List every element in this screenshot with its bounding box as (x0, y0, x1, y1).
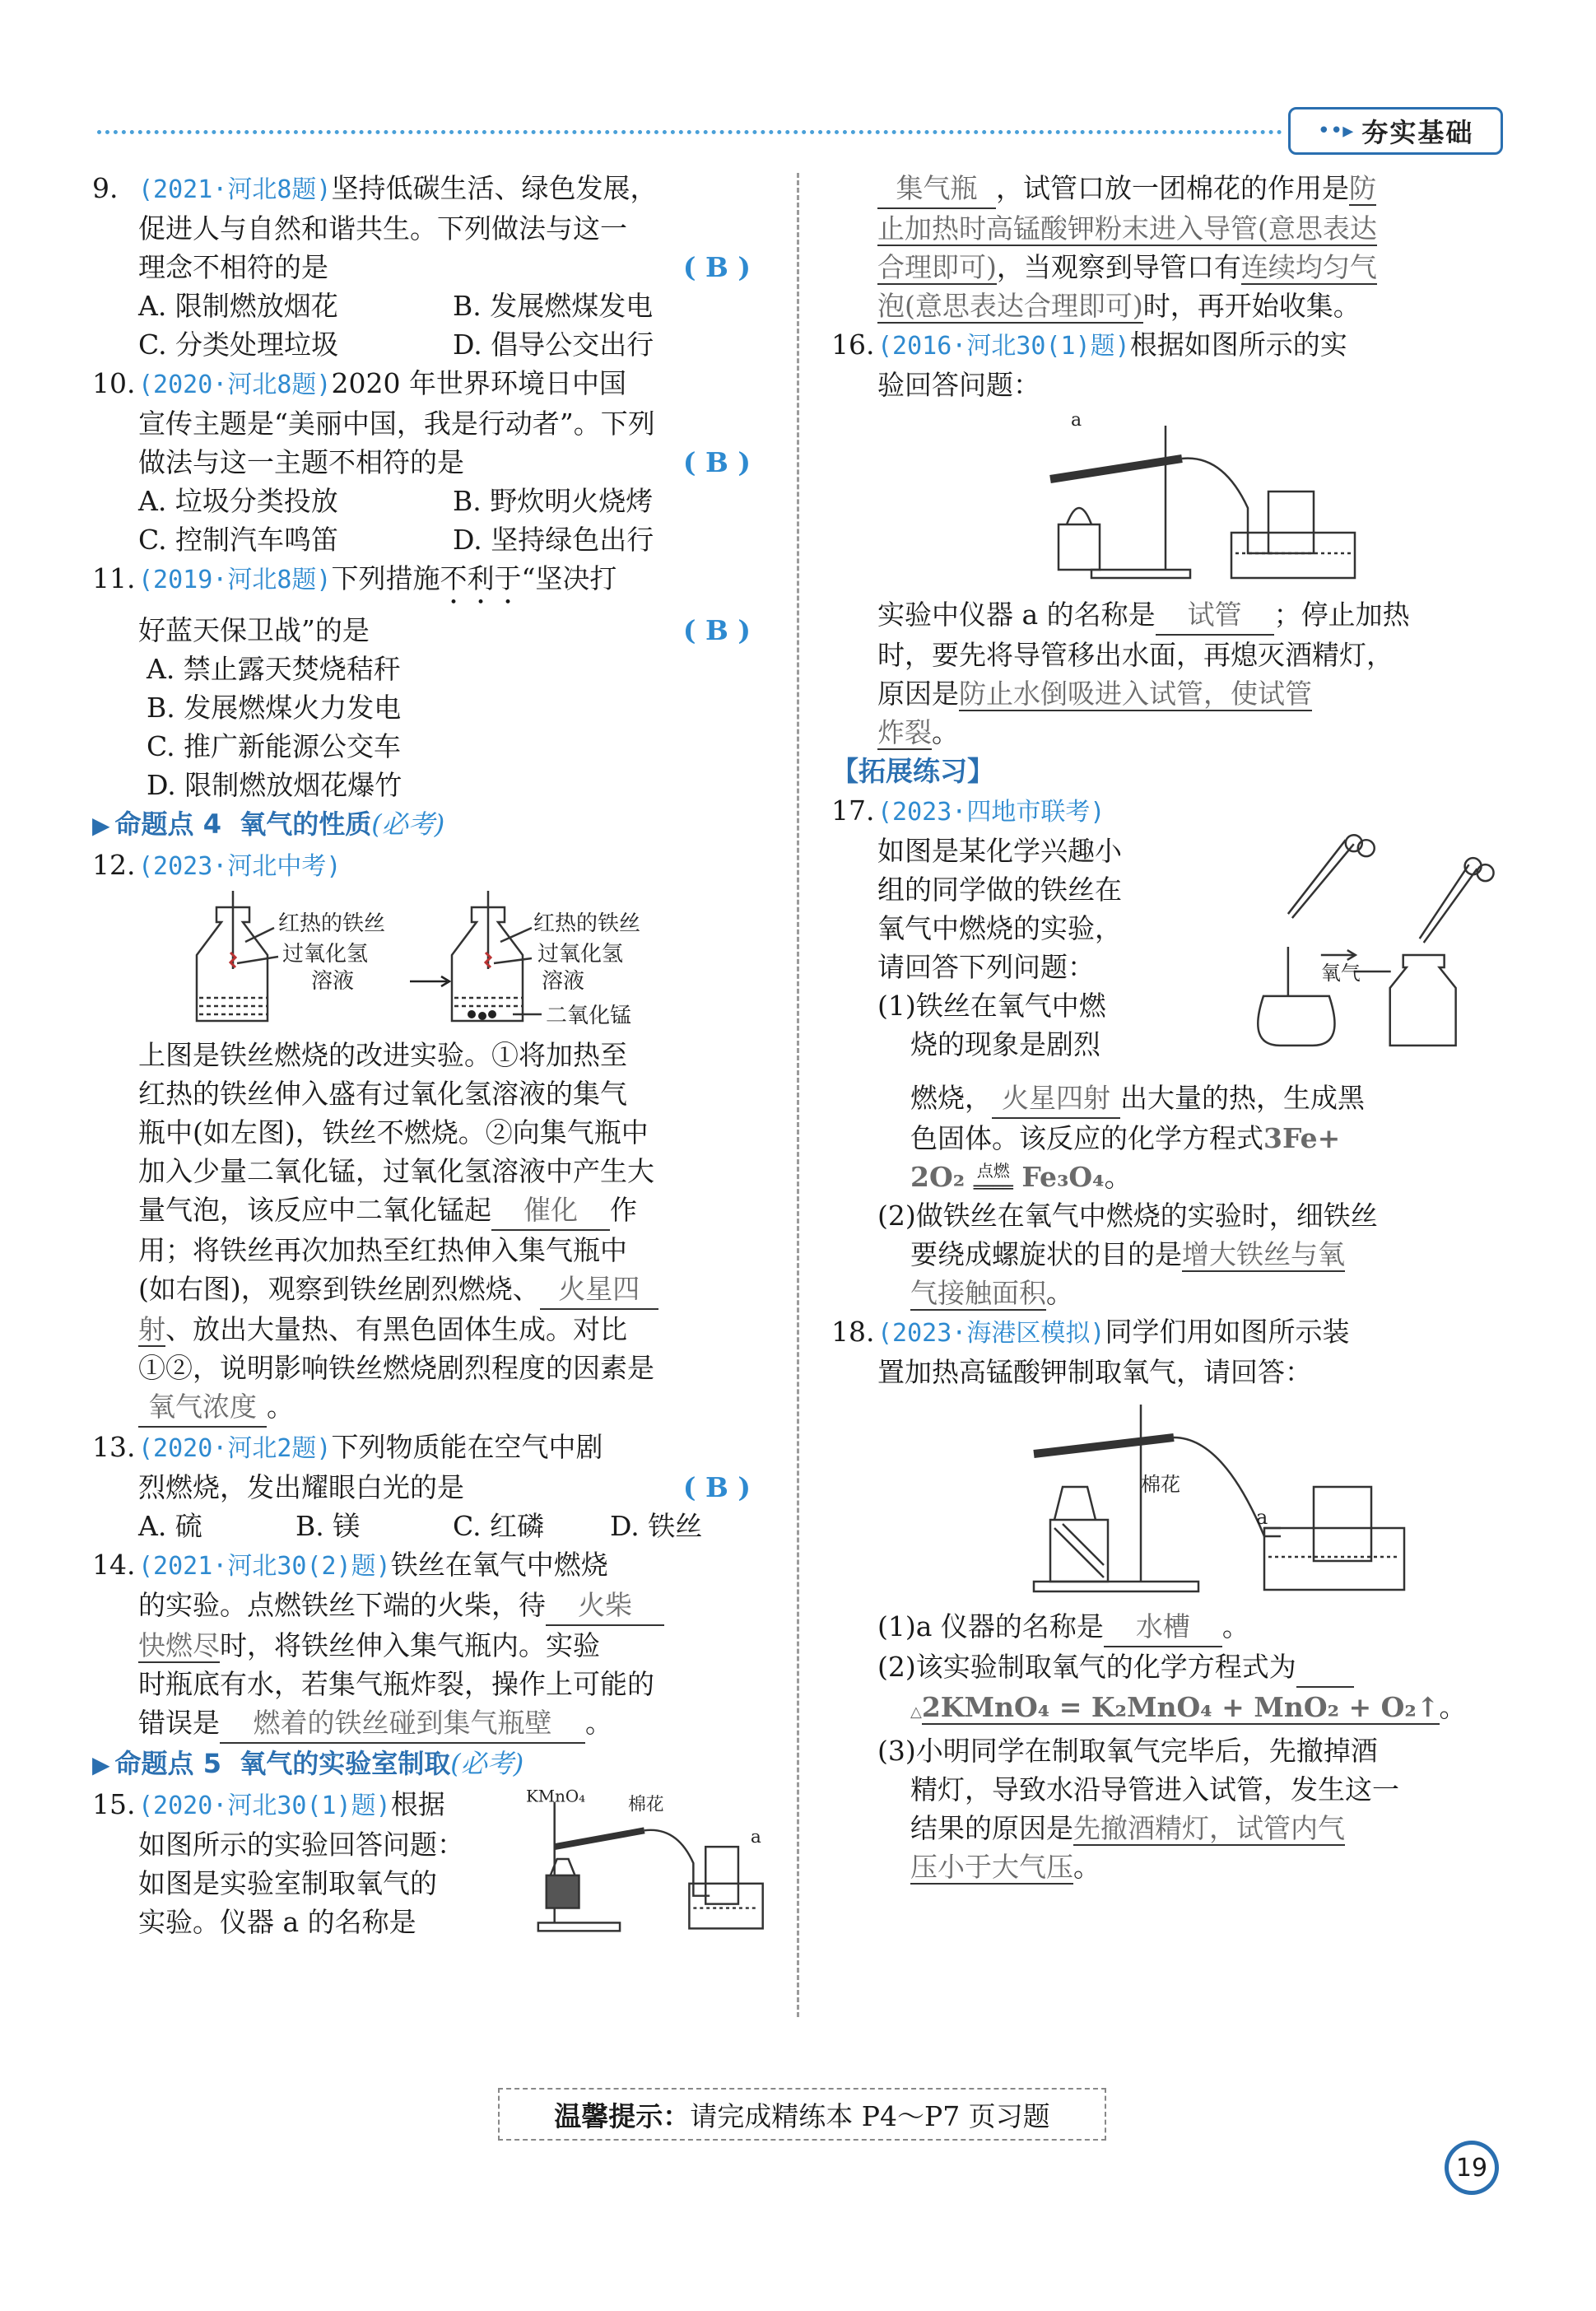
question-17: 17. (2023·四地市联考) 如图是某化学兴趣小 组的同学做的铁丝在 氧气中燃烧的实验， 请回答下列问题： (1)铁丝在氧气中燃 烧的现象是剧烈 氧气 燃烧， 火星四射 出大量的热，生成黑 色固体。该反应的化学方程式3Fe+ 2O₂ 点燃 ════ Fe₃O₄。 (2)做铁丝在氧气中燃烧的实验时，细铁丝 要绕成螺旋状的目的是增大铁丝与氧 气接触面积。 (831, 791, 1502, 1312)
answer-blank: 防 (1349, 172, 1376, 204)
equation-answer: 3Fe+ (1263, 1122, 1341, 1154)
answer-blank: 射 (138, 1313, 165, 1345)
answer: ( B ) (682, 251, 751, 283)
svg-text:a: a (1256, 1506, 1268, 1529)
answer-blank: 燃着的铁丝碰到集气瓶壁 (220, 1703, 585, 1744)
iron-burning-figure (1222, 832, 1502, 1079)
answer-blank: 氧气浓度 (138, 1387, 267, 1428)
question-16: 16. (2016·河北30(1)题)根据如图所示的实 验回答问题： a 实验中仪器 a 的名称是 试管 ；停止加热 时，要先将导管移出水面，再熄灭酒精灯， 原因是防止水倒吸进入试管，使试管 炸裂。 (831, 328, 1410, 748)
option-d: D. 铁丝 (610, 1510, 703, 1542)
heating-tube-figure (1042, 409, 1388, 590)
question-11: 11. (2019·河北8题)下列措施不利于“坚决打 好蓝天保卫战”的是 ( B ) A. 禁止露天焚烧秸秆 B. 发展燃煤火力发电 C. 推广新能源公交车 D. 限制燃放烟花爆竹 (92, 559, 767, 804)
question-source: (2021·河北30(2)题) (138, 1552, 391, 1581)
dots-icon: ••▸ (1317, 119, 1354, 143)
option-d: D. 坚持绿色出行 (453, 524, 654, 556)
question-source: (2016·河北30(1)题) (877, 332, 1130, 361)
answer: ( B ) (682, 446, 751, 478)
svg-text:过氧化氢: 过氧化氢 (537, 942, 624, 967)
question-source: (2021·河北8题) (138, 175, 332, 204)
triangle-icon: ▶ (92, 1751, 110, 1778)
condition-label: △ (910, 1703, 922, 1721)
option-b: B. 发展燃煤发电 (453, 290, 654, 322)
condition-label: 点燃 (976, 1161, 1010, 1181)
question-source: (2023·四地市联考) (877, 798, 1105, 827)
answer-blank: 止加热时高锰酸钾粉末进入导管(意思表达 (877, 212, 1377, 245)
svg-text:红热的铁丝: 红热的铁丝 (533, 911, 641, 936)
answer-blank: 火星四 (540, 1270, 658, 1310)
question-source: (2023·海港区模拟) (877, 1319, 1105, 1348)
iron-wire-experiment-figure (138, 891, 764, 1031)
right-column (831, 169, 1502, 1886)
option-c: C. 红磷 (453, 1510, 545, 1542)
answer-blank: 压小于大气压 (910, 1851, 1073, 1883)
svg-text:溶液: 溶液 (311, 969, 355, 994)
tip-text: 请完成精练本 P4～P7 页习题 (690, 2099, 1050, 2132)
page-number: 19 (1445, 2141, 1499, 2195)
header-dotted-line (97, 130, 1282, 134)
question-source: (2023·河北中考) (138, 852, 342, 881)
tip-label: 温馨提示： (554, 2099, 691, 2132)
question-15: 15. (2020·河北30(1)题)根据 如图所示的实验回答问题： 如图是实验室制取氧气的 实验。仪器 a 的名称是 KMnO₄ 棉花 a (92, 1785, 767, 1941)
equation-answer: 2KMnO₄ = K₂MnO₄ + MnO₂ + O₂↑ (921, 1691, 1440, 1723)
answer-blank: 水槽 (1104, 1607, 1222, 1647)
option-b: B. 野炊明火烧烤 (453, 485, 654, 517)
option-d: D. 倡导公交出行 (453, 328, 654, 361)
left-column (92, 169, 767, 1941)
answer-blank: 火星四射 (992, 1079, 1120, 1119)
answer-blank: 催化 (491, 1190, 610, 1231)
option-c: C. 分类处理垃圾 (138, 328, 339, 361)
option-a: A. 硫 (138, 1510, 202, 1542)
question-15-continued: 集气瓶 ，试管口放一团棉花的作用是防 止加热时高锰酸钾粉末进入导管(意思表达 合理即可)，当观察到导管口有连续均匀气 泡(意思表达合理即可)时，再开始收集。 (831, 169, 1502, 325)
svg-text:过氧化氢: 过氧化氢 (282, 942, 369, 967)
option-c: C. 控制汽车鸣笛 (138, 524, 339, 556)
section-title: 夯实基础 (1361, 117, 1474, 148)
answer: ( B ) (682, 1471, 751, 1503)
triangle-icon: ▶ (92, 812, 110, 839)
answer-blank: 试管 (1156, 595, 1274, 636)
svg-text:红热的铁丝: 红热的铁丝 (278, 911, 386, 936)
svg-text:溶液: 溶液 (542, 969, 585, 994)
question-13: 13. (2020·河北2题)下列物质能在空气中剧 烈燃烧，发出耀眼白光的是 ( B ) A. 硫 B. 镁 C. 红磷 D. 铁丝 (92, 1428, 767, 1545)
oxygen-prep-figure (522, 1785, 767, 1941)
svg-text:a: a (751, 1827, 762, 1848)
question-source: (2020·河北30(1)题) (138, 1791, 391, 1820)
answer-blank: 气接触面积 (910, 1277, 1046, 1309)
section-heading-5: ▶ 命题点 5 氧气的实验室制取(必考) (92, 1748, 524, 1779)
svg-text:二氧化锰: 二氧化锰 (546, 1004, 632, 1028)
kmno4-heating-figure (1017, 1396, 1412, 1602)
question-9: 9. (2021·河北8题)坚持低碳生活、绿色发展， 促进人与自然和谐共生。下列做法与这一 理念不相符的是 ( B ) A. 限制燃放烟花 B. 发展燃煤发电 C. 分类处理垃圾 D. 倡导公交出行 (92, 169, 767, 364)
answer-blank: 防止水倒吸进入试管，使试管 (959, 678, 1312, 710)
svg-text:氧气: 氧气 (1321, 961, 1361, 985)
option-d: D. 限制燃放烟花爆竹 (147, 769, 402, 801)
answer-blank: 快燃尽 (138, 1629, 220, 1661)
column-divider (797, 173, 799, 2017)
option-a: A. 限制燃放烟花 (138, 290, 338, 322)
option-b: B. 发展燃煤火力发电 (147, 692, 402, 724)
option-a: A. 禁止露天焚烧秸秆 (147, 653, 401, 685)
svg-text:a: a (1071, 410, 1082, 431)
answer-blank: 增大铁丝与氧 (1182, 1238, 1345, 1270)
answer: ( B ) (682, 614, 751, 646)
expand-practice-heading: 【拓展练习】 (831, 755, 994, 787)
answer-blank: 泡(意思表达合理即可) (877, 290, 1143, 322)
section-heading-4: ▶ 命题点 4 氧气的性质(必考) (92, 808, 445, 840)
svg-text:棉花: 棉花 (1141, 1473, 1180, 1496)
svg-text:KMnO₄: KMnO₄ (526, 1787, 586, 1806)
question-10: 10. (2020·河北8题)2020 年世界环境日中国 宣传主题是“美丽中国，我是行动者”。下列 做法与这一主题不相符的是 ( B ) A. 垃圾分类投放 B. 野炊明火烧烤 C. 控制汽车鸣笛 D. 坚持绿色出行 (92, 364, 767, 559)
option-c: C. 推广新能源公交车 (147, 730, 402, 762)
section-badge (1288, 107, 1503, 155)
answer-blank: 合理即可) (877, 251, 997, 283)
question-source: (2020·河北8题) (138, 370, 332, 399)
answer-blank: 炸裂 (877, 716, 932, 748)
option-b: B. 镁 (295, 1510, 361, 1542)
tip-box (498, 2088, 1106, 2141)
question-14: 14. (2021·河北30(2)题)铁丝在氧气中燃烧 的实验。点燃铁丝下端的火柴，待 火柴 快燃尽时，将铁丝伸入集气瓶内。实验 时瓶底有水，若集气瓶炸裂，操作上可能的 错误是 燃着的铁丝碰到集气瓶壁 。 (92, 1545, 767, 1744)
answer-blank: 连续均匀气 (1240, 251, 1377, 283)
option-a: A. 垃圾分类投放 (138, 485, 338, 517)
question-source: (2019·河北8题) (138, 566, 332, 594)
emphasis-text: 不利于 (440, 562, 522, 594)
answer-blank: 集气瓶 (877, 169, 996, 209)
question-source: (2020·河北2题) (138, 1434, 332, 1463)
svg-text:棉花: 棉花 (628, 1794, 664, 1815)
question-12: 12. (2023·河北中考) 红热的铁丝 过氧化氢 溶液 红热的铁丝 过氧化氢 溶液 二氧化锰 上图是铁丝燃烧的改进实验。①将加热至 红热的铁丝伸入盛有过氧化氢溶液的集气 瓶中(如左图)，铁丝不燃烧。②向集气瓶中 加入少量二氧化锰，过氧化氢溶液中产生大 量气泡，该反应中二氧化锰起 催化 作 用；将铁丝再次加热至红热伸入集气瓶中 (如右图)，观察到铁丝剧烈燃烧、 火星四 射、放出大量热、有黑色固体生成。对比 ①②，说明影响铁丝燃烧剧烈程度的因素是 氧气浓度 。 (92, 846, 767, 1428)
question-18: 18. (2023·海港区模拟)同学们用如图所示装 置加热高锰酸钾制取氧气，请回答： 棉花 a (1)a 仪器的名称是 水槽 。 (2)该实验制取氧气的化学方程式为 △2KMnO₄ = K₂MnO₄ + MnO₂ + O₂↑。 (3)小明同学在制取氧气完毕后，先撤掉酒 精灯，导致水沿导管进入试管，发生这一 结果的原因是先撤酒精灯，试管内气 压小于大气压。 (831, 1316, 1467, 1883)
answer-blank: 火柴 (546, 1586, 664, 1626)
answer-blank: 先撤酒精灯，试管内气 (1073, 1812, 1345, 1844)
